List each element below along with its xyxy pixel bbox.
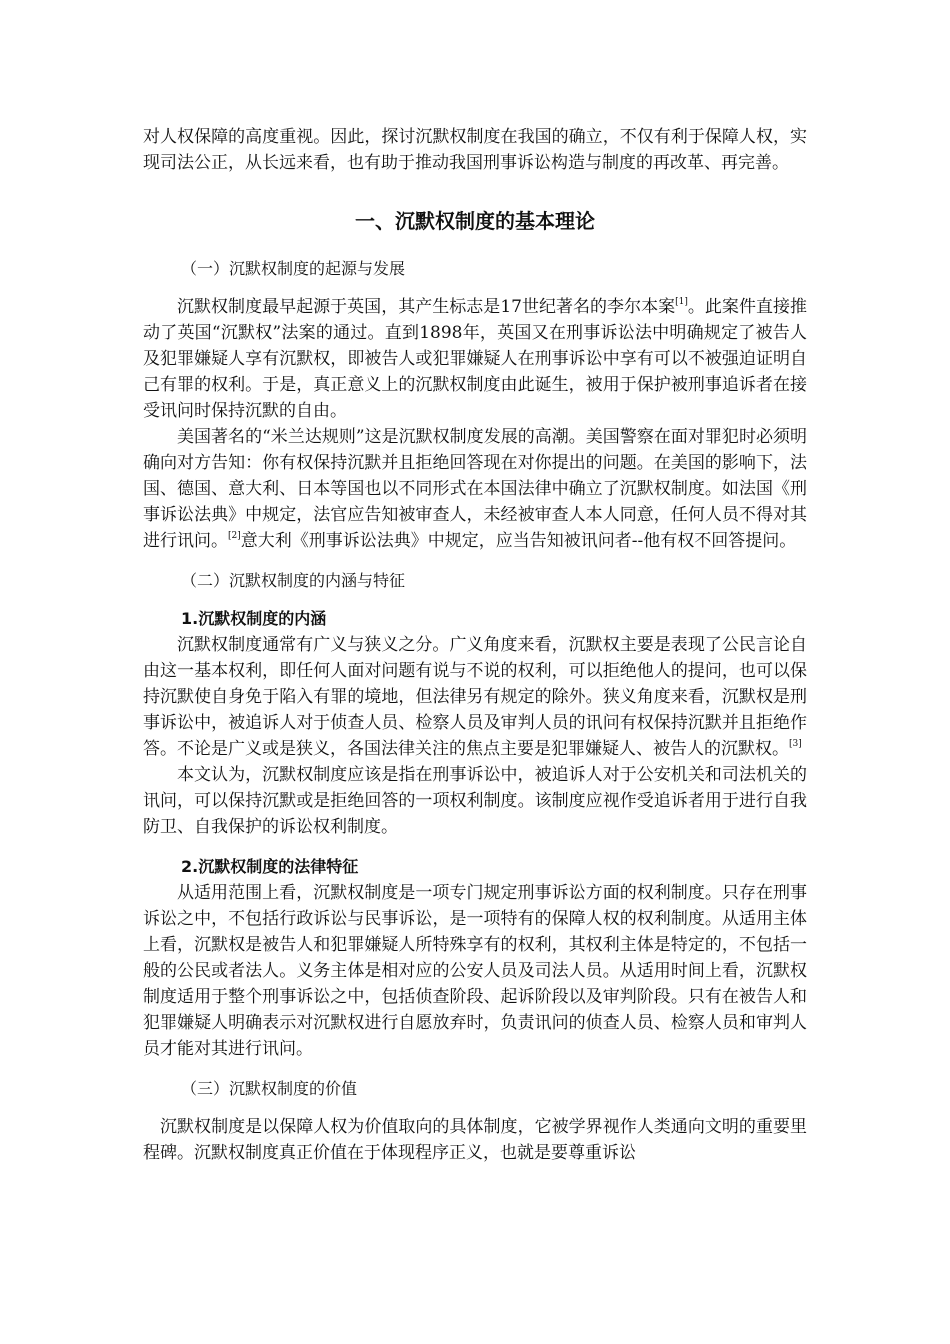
- subsection-title-connotation: （二）沉默权制度的内涵与特征: [181, 571, 406, 590]
- paragraph-broad-narrow: [143, 632, 807, 762]
- document-body: [143, 124, 807, 1166]
- intro-paragraph: 对人权保障的高度重视。因此，探讨沉默权制度在我国的确立，不仅有利于保障人权，实现司法公正，从长远来看，也有助于推动我国刑事诉讼构造与制度的再改革、再完善。: [143, 127, 807, 173]
- paragraph-text: 沉默权制度最早起源于英国，其产生标志是17世纪著名的李尔本案: [177, 297, 676, 317]
- paragraph-text: 意大利《刑事诉讼法典》中规定，应当告知被讯问者--他有权不回答提问。: [240, 531, 797, 551]
- citation-ref-3: [3]: [789, 739, 802, 749]
- paragraph-text: 美国著名的“米兰达规则”这是沉默权制度发展的高潮。美国警察在面对罪犯时必须明确向对方告知：你有权保持沉默并且拒绝回答现在对你提出的问题。在美国的影响下，法国、德国、意大利、日本等国也以不同形式在本国法律中确立了沉默权制度。如法国《刑事诉讼法典》中规定，法官应告知被审查人，未经被审查人本人同意，任何人员不得对其进行讯问。: [143, 427, 807, 551]
- citation-ref-2: [2]: [228, 531, 241, 541]
- paragraph-miranda: [143, 424, 807, 554]
- paragraph-text: 。此案件直接推动了英国“沉默权”法案的通过。直到1898年，英国又在刑事诉讼法中明确规定了被告人及犯罪嫌疑人享有沉默权，即被告人或犯罪嫌疑人在刑事诉讼中享有可以不被强迫证明自己有罪的权利。于是，真正意义上的沉默权制度由此诞生，被用于保护被刑事追诉者在接受讯问时保持沉默的自由。: [143, 297, 807, 421]
- paragraph-definition: 本文认为，沉默权制度应该是指在刑事诉讼中，被追诉人对于公安机关和司法机关的讯问，可以保持沉默或是拒绝回答的一项权利制度。该制度应视作受追诉者用于进行自我防卫、自我保护的诉讼权利制度。: [143, 765, 807, 837]
- citation-ref-1: [1]: [675, 297, 688, 307]
- item-title-legal-features: 2.沉默权制度的法律特征: [181, 857, 359, 876]
- paragraph-legal-features: 从适用范围上看，沉默权制度是一项专门规定刑事诉讼方面的权利制度。只存在刑事诉讼之中，不包括行政诉讼与民事诉讼，是一项特有的保障人权的权利制度。从适用主体上看，沉默权是被告人和犯罪嫌疑人所特殊享有的权利，其权利主体是特定的，不包括一般的公民或者法人。义务主体是相对应的公安人员及司法人员。从适用时间上看，沉默权制度适用于整个刑事诉讼之中，包括侦查阶段、起诉阶段以及审判阶段。只有在被告人和犯罪嫌疑人明确表示对沉默权进行自愿放弃时，负责讯问的侦查人员、检察人员和审判人员才能对其进行讯问。: [143, 883, 807, 1059]
- section-title: 一、沉默权制度的基本理论: [355, 209, 595, 233]
- subsection-title-origin: （一）沉默权制度的起源与发展: [181, 259, 406, 278]
- paragraph-value: 沉默权制度是以保障人权为价值取向的具体制度，它被学界视作人类通向文明的重要里程碑。沉默权制度真正价值在于体现程序正义，也就是要尊重诉讼: [143, 1117, 807, 1163]
- item-title-connotation: 1.沉默权制度的内涵: [181, 609, 327, 628]
- subsection-title-value: （三）沉默权制度的价值: [181, 1079, 358, 1098]
- paragraph-text: 沉默权制度通常有广义与狭义之分。广义角度来看，沉默权主要是表现了公民言论自由这一基本权利，即任何人面对问题有说与不说的权利，可以拒绝他人的提问，也可以保持沉默使自身免于陷入有罪的境地，但法律另有规定的除外。狭义角度来看，沉默权是刑事诉讼中，被追诉人对于侦查人员、检察人员及审判人员的讯问有权保持沉默并且拒绝作答。不论是广义或是狭义，各国法律关注的焦点主要是犯罪嫌疑人、被告人的沉默权。: [143, 635, 807, 759]
- paragraph-origin-england: [143, 294, 807, 424]
